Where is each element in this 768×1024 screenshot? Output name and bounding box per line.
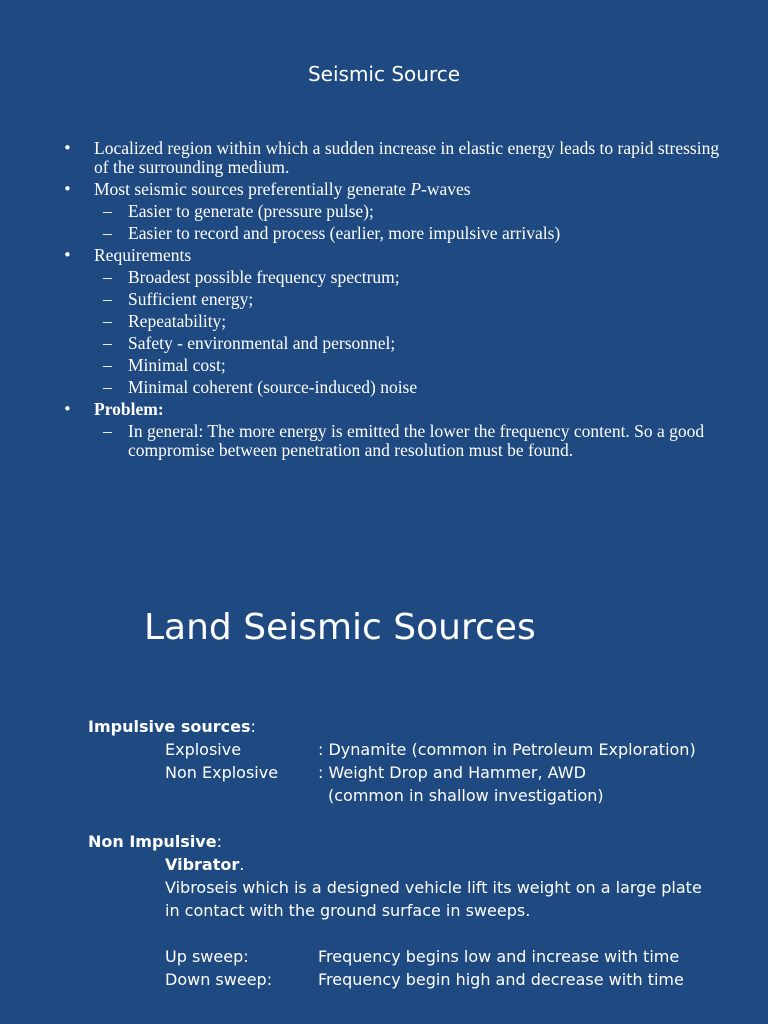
source-value: : Weight Drop and Hammer, AWD [318,763,586,782]
sub-bullet-text: Minimal coherent (source-induced) noise [128,377,418,397]
vibrator-label: Vibrator [165,855,240,874]
source-label: Non Explosive [165,763,279,782]
bullet-item [0,400,768,419]
sweep-row [0,945,768,968]
sub-bullet-item [0,422,768,460]
sub-bullet-text: Minimal cost; [128,355,226,375]
sweep-label: Up sweep: [165,947,249,966]
source-row-continuation [0,784,768,807]
non-impulsive-section [0,830,768,991]
slide-seismic-source [0,0,768,500]
bullet-marker: • [63,139,72,157]
source-row [0,738,768,761]
slide-title: Land Seismic Sources [144,607,536,648]
bullet-marker: • [63,246,72,264]
sub-bullet-marker: – [103,201,112,221]
section-heading: Non Impulsive [88,832,217,851]
sub-bullet-marker: – [103,377,112,397]
section-heading: Impulsive sources [88,717,251,736]
bullet-marker: • [63,180,72,198]
sub-bullet-text: Safety - environmental and personnel; [128,333,396,353]
bullet-text: Most seismic sources preferentially generate [94,179,411,199]
sub-bullet-item [0,202,768,221]
bullet-item [0,246,768,265]
sub-bullet-text: Broadest possible frequency spectrum; [128,267,400,287]
heading-colon: : [250,717,256,736]
bullet-text: -waves [421,179,471,199]
bullet-text: Localized region within which a sudden increase in elastic energy leads to rapid stressing of the surrounding medium. [94,138,720,177]
bullet-item [0,139,768,177]
impulsive-section [0,715,768,807]
sub-bullet-item [0,356,768,375]
vibroseis-description: in contact with the ground surface in sweeps. [165,901,531,920]
heading-colon: : [216,832,222,851]
sweep-label: Down sweep: [165,970,273,989]
slide-title: Seismic Source [307,62,461,86]
sub-bullet-text: Easier to record and process (earlier, more impulsive arrivals) [128,223,561,243]
sub-bullet-text: In general: The more energy is emitted the lower the frequency content. So a good compromise between penetration and resolution must be found. [128,421,705,460]
slide-land-seismic-sources [0,500,768,1024]
sub-bullet-marker: – [103,223,112,243]
bullet-list [0,136,768,460]
sweep-value: Frequency begin high and decrease with time [318,970,684,989]
sweep-value: Frequency begins low and increase with time [318,947,680,966]
bullet-text: Problem: [94,399,164,419]
vibroseis-description: Vibroseis which is a designed vehicle lift its weight on a large plate [165,878,702,897]
sub-bullet-item [0,224,768,243]
sub-bullet-item [0,378,768,397]
sub-bullet-item [0,334,768,353]
sub-bullet-item [0,312,768,331]
sub-bullet-item [0,268,768,287]
sub-bullet-marker: – [103,421,112,441]
bullet-item [0,180,768,199]
vibrator-dot: . [239,855,245,874]
bullet-text-italic: P [410,179,422,199]
bullet-marker: • [63,400,72,418]
source-row [0,761,768,784]
sub-bullet-marker: – [103,267,112,287]
source-value-continuation: (common in shallow investigation) [328,786,604,805]
sub-bullet-text: Easier to generate (pressure pulse); [128,201,374,221]
source-label: Explosive [165,740,242,759]
sub-bullet-marker: – [103,289,112,309]
sub-bullet-item [0,290,768,309]
sub-bullet-marker: – [103,333,112,353]
sweep-row [0,968,768,991]
sub-bullet-text: Sufficient energy; [128,289,254,309]
sub-bullet-text: Repeatability; [128,311,227,331]
bullet-text: Requirements [94,245,192,265]
sub-bullet-marker: – [103,311,112,331]
sub-bullet-marker: – [103,355,112,375]
source-value: : Dynamite (common in Petroleum Exploration) [318,740,696,759]
